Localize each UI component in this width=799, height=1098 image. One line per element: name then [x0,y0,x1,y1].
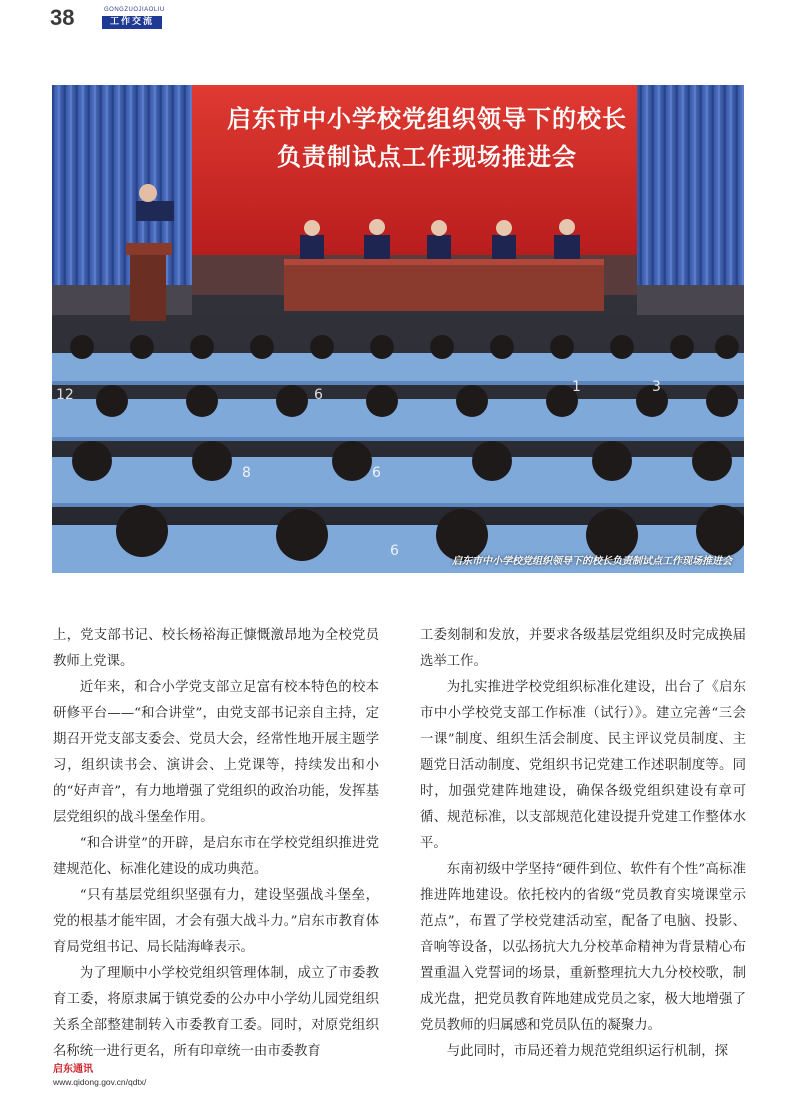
page-header [50,5,165,30]
paragraph: 与此同时，市局还着力规范党组织运行机制，探 [446,1044,728,1059]
seat-number: 3 [652,379,661,395]
right-column [420,623,746,1065]
seat-number: 8 [242,465,251,481]
seat-number: 6 [314,387,323,403]
footer-url[interactable]: www.qidong.gov.cn/qdtx/ [53,1077,147,1087]
photo-caption: 启东市中小学校党组织领导下的校长负责制试点工作现场推进会 [452,556,732,567]
page-footer [53,1064,146,1088]
seat-number: 6 [372,465,381,481]
page-number: 38 [50,5,75,30]
paragraph: 工委刻制和发放，并要求各级基层党组织及时完成换届选举工作。 [420,628,746,669]
paragraph: “只有基层党组织坚强有力，建设坚强战斗堡垒，党的根基才能牢固，才会有强大战斗力。”启东市教育体育局党组书记、局长陆海峰表示。 [53,888,379,955]
paragraph: 近年来，和合小学党支部立足富有校本特色的校本研修平台——“和合讲堂”，由党支部书记亲自主持，定期召开党支部支委会、党员大会，经常性地开展主题学习，组织读书会、演讲会、上党课等，持续发出和小的“好声音”，有力地增强了党组织的政治功能，发挥基层党组织的战斗堡垒作用。 [53,680,379,825]
seat-number: 6 [390,543,399,559]
paragraph: 为了理顺中小学校党组织管理体制，成立了市委教育工委，将原隶属于镇党委的公办中小学幼儿园党组织关系全部整建制转入市委教育工委。同时，对原党组织名称统一进行更名，所有印章统一由市委教育 [53,966,379,1059]
banner-title-line-2: 负责制试点工作现场推进会 [277,143,577,171]
paragraph: “和合讲堂”的开辟，是启东市在学校党组织推进党建规范化、标准化建设的成功典范。 [53,836,379,877]
left-column [53,623,379,1065]
conference-photo [52,85,744,573]
paragraph: 上，党支部书记、校长杨裕海正慷慨激昂地为全校党员教师上党课。 [53,628,379,669]
seat-number: 12 [56,387,74,403]
paragraph: 为扎实推进学校党组织标准化建设，出台了《启东市中小学校党支部工作标准（试行）》。建立完善“三会一课”制度、组织生活会制度、民主评议党员制度、主题党日活动制度、党组织书记党建工作述职制度等。同时，加强党建阵地建设，确保各级党组织建设有章可循、规范标准，以支部规范化建设提升党建工作整体水平。 [420,680,746,851]
section-title: 工作交流 [102,16,162,29]
paragraph: 东南初级中学坚持“硬件到位、软件有个性”高标准推进阵地建设。依托校内的省级“党员教育实境课堂示范点”，布置了学校党建活动室，配备了电脑、投影、音响等设备，以弘扬抗大九分校革命精神为背景精心布置重温入党誓词的场景，重新整理抗大九分校校歌，制成光盘，把党员教育阵地建成党员之家，极大地增强了党员教师的归属感和党员队伍的凝聚力。 [420,862,746,1033]
section-pinyin: GONGZUOJIAOLIU [104,7,165,13]
seat-number: 1 [572,379,581,395]
footer-brand: 启东通讯 [53,1064,93,1075]
banner-title-line-1: 启东市中小学校党组织领导下的校长 [227,105,627,133]
